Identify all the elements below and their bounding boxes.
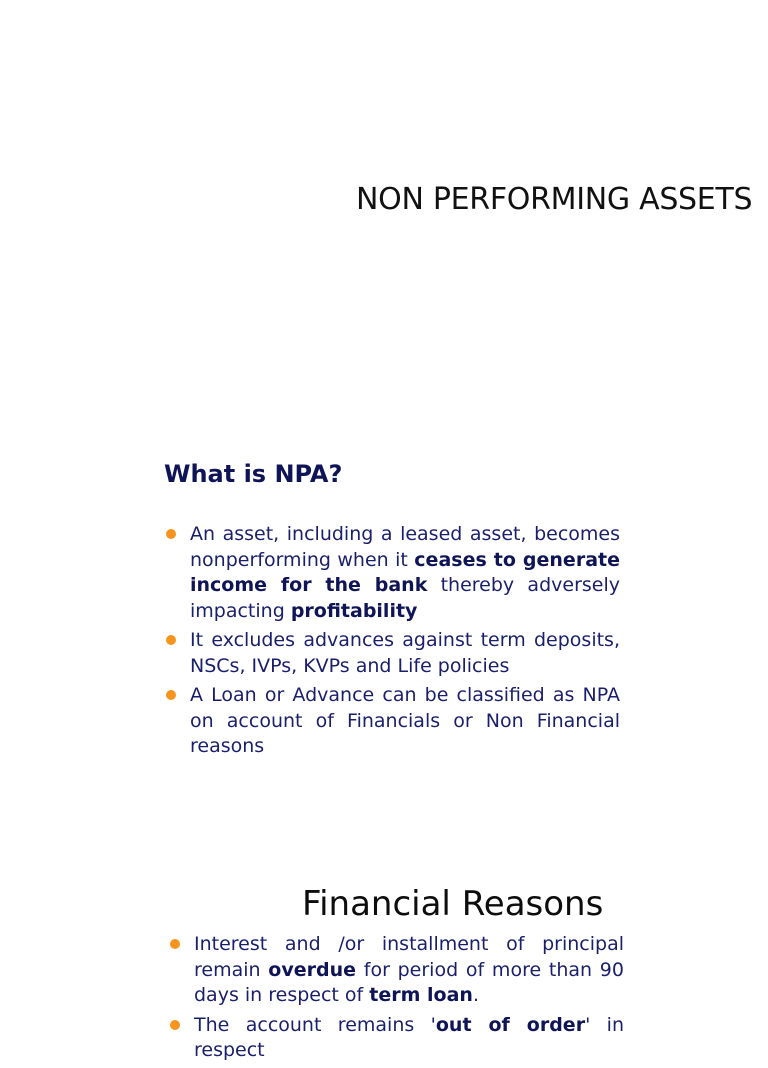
bullet-dot-icon [170,939,180,949]
bullet-item [164,628,620,679]
slide-title: NON PERFORMING ASSETS [356,182,753,217]
npa-bullet-list [164,522,620,764]
bullet-item [164,683,620,760]
bullet-item [168,1013,624,1064]
bullet-emphasis: overdue [268,958,357,981]
bullet-dot-icon [166,690,176,700]
bullet-emphasis: out of order [435,1013,586,1036]
bullet-text: . [472,984,479,1006]
bullet-text: thereby adversely impacting [190,574,620,622]
bullet-emphasis: ceases to generate income for the bank [190,548,620,596]
bullet-item [164,522,620,624]
bullet-dot-icon [166,529,176,539]
bullet-text: The account remains ' [194,1013,436,1036]
bullet-dot-icon [166,635,176,645]
bullet-text: ' in respect [194,1013,624,1061]
financial-bullet-list [168,932,624,1068]
bullet-emphasis: term loan [369,984,473,1006]
bullet-text: An asset, including a leased asset, becomes nonperforming when it [190,523,620,571]
bullet-emphasis: profitability [290,599,418,622]
bullet-text: It excludes advances against term deposits, NSCs, IVPs, KVPs and Life policies [190,629,620,677]
npa-heading: What is NPA? [164,460,343,488]
bullet-text: for period of more than 90 days in respect of [194,958,624,1006]
financial-reasons-heading: Financial Reasons [302,884,604,924]
bullet-item [168,932,624,1009]
bullet-text: A Loan or Advance can be classified as NPA on account of Financials or Non Financial reasons [190,684,620,757]
bullet-dot-icon [170,1020,180,1030]
bullet-text: Interest and /or installment of principal remain [194,933,624,981]
